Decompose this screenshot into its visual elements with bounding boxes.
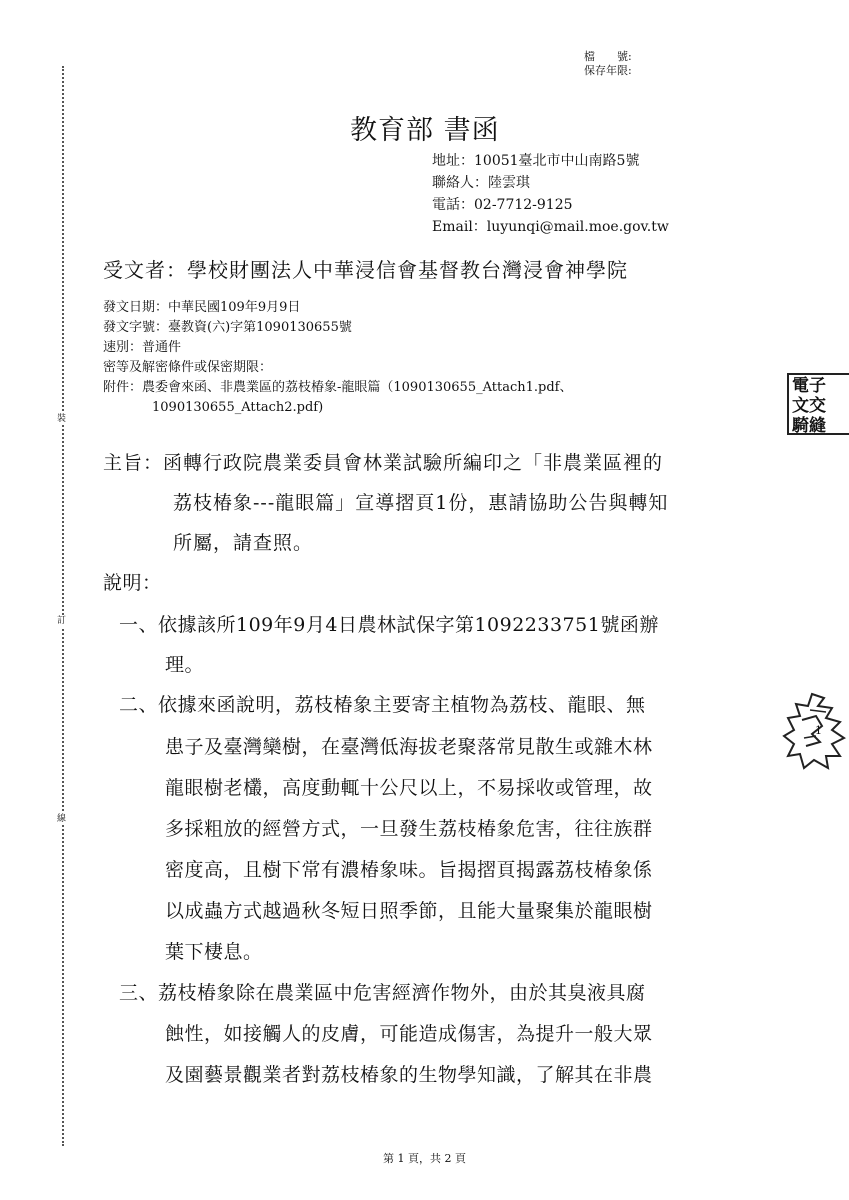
explanation-item-2-line-2: 患子及臺灣欒樹，在臺灣低海拔老聚落常見散生或雜木林	[165, 736, 653, 758]
stamp-line-1: 電子	[792, 376, 826, 396]
phone-line: 電話：02-7712-9125	[432, 197, 573, 213]
secrecy-level: 密等及解密條件或保密期限：	[103, 360, 273, 375]
document-title: 教育部 書函	[350, 115, 500, 146]
page-footer: 第 1 頁，共 2 頁	[383, 1152, 466, 1165]
email-line: Email：luyunqi@mail.moe.gov.tw	[432, 219, 669, 235]
file-info-block	[584, 50, 632, 78]
subject-line-1: 主旨：函轉行政院農業委員會林業試驗所編印之「非農業區裡的	[103, 452, 664, 474]
subject-line-3: 所屬，請查照。	[173, 532, 314, 554]
contact-person-line: 聯絡人：陸雲琪	[432, 175, 530, 191]
binding-mark-ding: 訂	[57, 616, 67, 626]
contact-block	[432, 150, 669, 238]
binding-mark-zhuang: 裝	[57, 414, 67, 424]
file-number-label: 檔 號:	[584, 50, 632, 63]
attachments-line-1: 附件：農委會來函、非農業區的荔枝椿象-龍眼篇（1090130655_Attach1.pdf、	[103, 380, 573, 395]
explanation-item-2-line-7: 葉下棲息。	[165, 941, 263, 963]
stamp-line-2: 文交	[792, 396, 826, 416]
binding-dotted-line	[62, 66, 64, 1146]
explanation-item-2-line-4: 多採粗放的經營方式，一旦發生荔枝椿象危害，往往族群	[165, 818, 653, 840]
issue-date: 發文日期：中華民國109年9月9日	[103, 300, 301, 315]
explanation-item-2-line-1: 二、依據來函說明，荔枝椿象主要寄主植物為荔枝、龍眼、無	[119, 694, 646, 716]
explanation-item-2-line-3: 龍眼樹老欉，高度動輒十公尺以上，不易採收或管理，故	[165, 777, 653, 799]
explanation-heading: 說明：	[103, 572, 162, 594]
address-line: 地址：10051臺北市中山南路5號	[432, 153, 640, 169]
recipient-line: 受文者：學校財團法人中華浸信會基督教台灣浸會神學院	[103, 258, 628, 282]
document-number: 發文字號：臺教資(六)字第1090130655號	[103, 320, 352, 335]
electronic-exchange-stamp	[787, 373, 849, 435]
binding-mark-xian: 線	[57, 814, 67, 824]
attachments-line-2: 1090130655_Attach2.pdf)	[152, 400, 324, 415]
explanation-item-1-line-2: 理。	[165, 654, 205, 676]
retention-period-label: 保存年限:	[584, 64, 632, 77]
explanation-item-1-line-1: 一、依據該所109年9月4日農林試保字第1092233751號函辦	[119, 614, 659, 636]
explanation-item-2-line-5: 密度高，且樹下常有濃椿象味。旨揭摺頁揭露荔枝椿象係	[165, 859, 653, 881]
explanation-item-3-line-2: 蝕性，如接觸人的皮膚，可能造成傷害，為提升一般大眾	[165, 1023, 653, 1045]
document-meta	[103, 298, 572, 418]
explanation-item-3-line-1: 三、荔枝椿象除在農業區中危害經濟作物外，由於其臭液具腐	[119, 982, 646, 1004]
explanation-item-2-line-6: 以成蟲方式越過秋冬短日照季節，且能大量聚集於龍眼樹	[165, 900, 653, 922]
urgency: 速別：普通件	[103, 340, 182, 355]
subject-line-2: 荔枝椿象---龍眼篇」宣導摺頁1份，惠請協助公告與轉知	[173, 492, 669, 514]
stamp-line-3: 騎縫	[792, 416, 826, 435]
explanation-item-3-line-3: 及園藝景觀業者對荔枝椿象的生物學知識，了解其在非農	[165, 1064, 653, 1086]
seal-number: 1	[815, 724, 822, 737]
